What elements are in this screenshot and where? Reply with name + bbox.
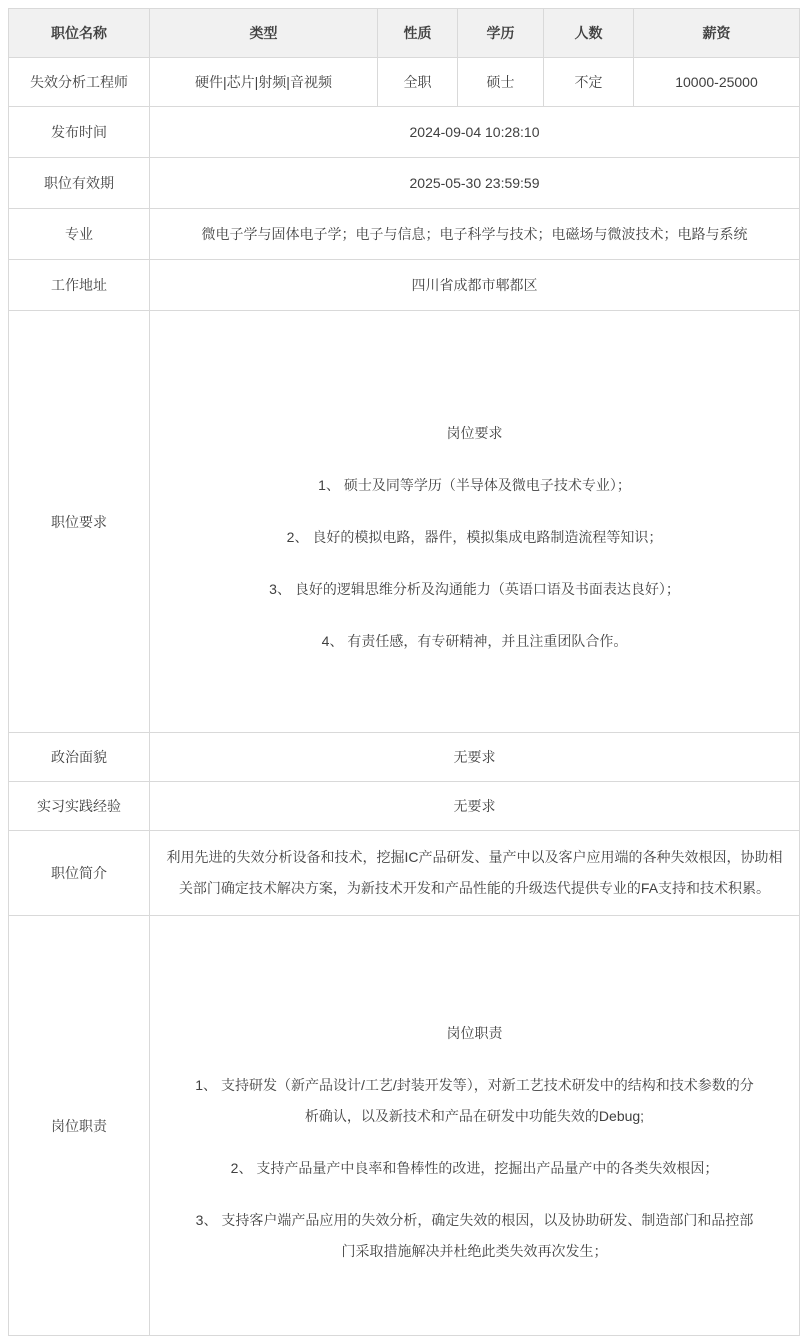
job-nature: 全职 — [378, 58, 458, 107]
requirements-label: 职位要求 — [9, 311, 150, 733]
responsibilities-cell — [150, 916, 800, 1336]
header-cell-salary: 薪资 — [634, 9, 800, 58]
requirement-item: 4、 有责任感，有专研精神，并且注重团队合作。 — [321, 632, 628, 649]
publish-time-row — [9, 107, 800, 158]
job-summary-label: 职位简介 — [9, 831, 150, 916]
responsibilities-label: 岗位职责 — [9, 916, 150, 1336]
requirement-item: 1、 硕士及同等学历（半导体及微电子技术专业）； — [318, 476, 631, 493]
requirements-cell — [150, 311, 800, 733]
work-address-row — [9, 260, 800, 311]
responsibilities-row — [9, 916, 800, 1336]
internship-experience-value: 无要求 — [150, 782, 800, 831]
responsibility-item: 1、 支持研发（新产品设计/工艺/封装开发等），对新工艺技术研发中的结构和技术参数的分析确认，以及新技术和产品在研发中功能失效的Debug; — [195, 1077, 754, 1124]
job-type: 硬件|芯片|射频|音视频 — [150, 58, 378, 107]
majors-value: 微电子学与固体电子学；电子与信息；电子科学与技术；电磁场与微波技术；电路与系统 — [150, 209, 800, 260]
work-address-label: 工作地址 — [9, 260, 150, 311]
majors-row — [9, 209, 800, 260]
requirement-item: 2、 良好的模拟电路，器件，模拟集成电路制造流程等知识； — [286, 528, 663, 545]
requirements-row — [9, 311, 800, 733]
internship-experience-label: 实习实践经验 — [9, 782, 150, 831]
valid-until-value: 2025-05-30 23:59:59 — [150, 158, 800, 209]
header-cell-type: 类型 — [150, 9, 378, 58]
responsibilities-title: 岗位职责 — [446, 1025, 503, 1041]
responsibilities-content — [150, 963, 799, 1267]
job-row — [9, 58, 800, 107]
requirements-content — [150, 366, 799, 657]
job-summary-row — [9, 831, 800, 916]
header-cell-nature: 性质 — [378, 9, 458, 58]
requirement-item: 3、 良好的逻辑思维分析及沟通能力（英语口语及书面表达良好）； — [269, 580, 680, 597]
publish-time-label: 发布时间 — [9, 107, 150, 158]
political-status-value: 无要求 — [150, 733, 800, 782]
job-education: 硕士 — [458, 58, 544, 107]
header-cell-education: 学历 — [458, 9, 544, 58]
publish-time-value: 2024-09-04 10:28:10 — [150, 107, 800, 158]
header-cell-headcount: 人数 — [544, 9, 634, 58]
political-status-row — [9, 733, 800, 782]
work-address-value: 四川省成都市郫都区 — [150, 260, 800, 311]
job-detail-table — [8, 8, 800, 1336]
valid-until-row — [9, 158, 800, 209]
job-position: 失效分析工程师 — [9, 58, 150, 107]
job-headcount: 不定 — [544, 58, 634, 107]
valid-until-label: 职位有效期 — [9, 158, 150, 209]
job-summary-value: 利用先进的失效分析设备和技术，挖掘IC产品研发、量产中以及客户应用端的各种失效根因，协助相关部门确定技术解决方案，为新技术开发和产品性能的升级迭代提供专业的FA支持和技术积累。 — [150, 831, 800, 916]
header-cell-position: 职位名称 — [9, 9, 150, 58]
job-salary: 10000-25000 — [634, 58, 800, 107]
requirements-title: 岗位要求 — [446, 424, 503, 441]
political-status-label: 政治面貌 — [9, 733, 150, 782]
responsibility-item: 3、 支持客户端产品应用的失效分析，确定失效的根因，以及协助研发、制造部门和品控部门采取措施解决并杜绝此类失效再次发生； — [195, 1212, 754, 1259]
majors-label: 专业 — [9, 209, 150, 260]
header-row — [9, 9, 800, 58]
responsibility-item: 2、 支持产品量产中良率和鲁棒性的改进，挖掘出产品量产中的各类失效根因； — [230, 1160, 719, 1176]
internship-experience-row — [9, 782, 800, 831]
